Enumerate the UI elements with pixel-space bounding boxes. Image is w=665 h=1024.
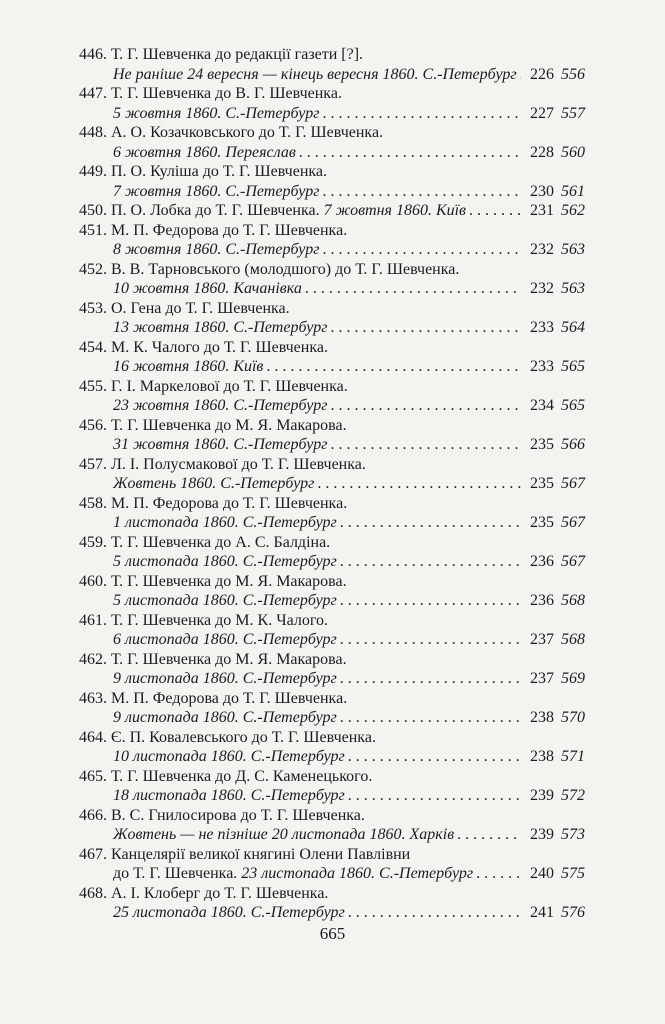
page-number: 236 bbox=[530, 553, 554, 570]
leader-dots bbox=[340, 552, 521, 572]
leader-dots bbox=[330, 318, 521, 338]
toc-entry-446 bbox=[79, 45, 585, 84]
entry-title: 463. М. П. Федорова до Т. Г. Шевченка. bbox=[79, 689, 348, 707]
page-folio-number: 665 bbox=[319, 924, 346, 943]
entry-title: 466. В. С. Гнилосирова до Т. Г. Шевченка. bbox=[79, 806, 365, 824]
leader-dots bbox=[476, 864, 521, 884]
comment-page-number: 571 bbox=[561, 748, 585, 765]
page-number: 231 bbox=[530, 202, 554, 219]
toc-entry-461 bbox=[79, 611, 585, 650]
toc-entry-464 bbox=[79, 728, 585, 767]
page-number: 227 bbox=[530, 104, 554, 122]
leader-dots bbox=[340, 708, 521, 728]
toc-entry-467 bbox=[79, 845, 585, 884]
leader-dots bbox=[322, 182, 521, 202]
comment-page-number: 576 bbox=[561, 904, 585, 921]
page-number: 241 bbox=[530, 904, 554, 921]
table-of-contents bbox=[79, 45, 585, 923]
page-number: 232 bbox=[530, 241, 554, 258]
entry-date: 5 листопада 1860. С.-Петербург bbox=[113, 592, 337, 609]
entry-title: 454. М. К. Чалого до Т. Г. Шевченка. bbox=[79, 338, 328, 356]
entry-date: 5 жовтня 1860. С.-Петербург bbox=[113, 104, 320, 122]
comment-page-number: 567 bbox=[561, 475, 585, 492]
comment-page-number: 567 bbox=[561, 514, 585, 531]
page-number: 239 bbox=[530, 787, 554, 804]
toc-entry-448 bbox=[79, 123, 585, 162]
comment-page-number: 565 bbox=[561, 397, 585, 414]
entry-date: Не раніше 24 вересня — кінець вересня 1860. С.-Петербург bbox=[113, 65, 517, 83]
toc-entry-452 bbox=[79, 260, 585, 299]
entry-title: 465. Т. Г. Шевченка до Д. С. Каменецького. bbox=[79, 767, 373, 785]
leader-dots bbox=[322, 240, 521, 260]
comment-page-number: 562 bbox=[561, 202, 585, 219]
leader-dots bbox=[348, 903, 521, 923]
entry-date: 25 листопада 1860. С.-Петербург bbox=[113, 904, 345, 921]
comment-page-number: 560 bbox=[561, 143, 585, 161]
entry-date: 10 жовтня 1860. Качанівка bbox=[113, 280, 302, 297]
entry-date: Жовтень — не пізніше 20 листопада 1860. Харків bbox=[113, 826, 455, 843]
comment-page-number: 563 bbox=[561, 280, 585, 297]
entry-date: 23 жовтня 1860. С.-Петербург bbox=[113, 397, 328, 414]
entry-title: 457. Л. І. Полусмакової до Т. Г. Шевченка. bbox=[79, 455, 366, 473]
leader-dots bbox=[330, 435, 521, 455]
entry-date: 5 листопада 1860. С.-Петербург bbox=[113, 553, 337, 570]
page-number: 228 bbox=[530, 143, 554, 161]
entry-title: 456. Т. Г. Шевченка до М. Я. Макарова. bbox=[79, 416, 347, 434]
comment-page-number: 568 bbox=[561, 631, 585, 648]
comment-page-number: 556 bbox=[561, 65, 585, 83]
entry-date: 18 листопада 1860. С.-Петербург bbox=[113, 787, 345, 804]
toc-entry-457 bbox=[79, 455, 585, 494]
comment-page-number: 565 bbox=[561, 358, 585, 375]
toc-entry-447 bbox=[79, 84, 585, 123]
toc-entry-451 bbox=[79, 221, 585, 260]
leader-dots bbox=[348, 786, 521, 806]
entry-title: 448. А. О. Козачковського до Т. Г. Шевченка. bbox=[79, 124, 384, 141]
page-number: 237 bbox=[530, 631, 554, 648]
entry-date: 23 листопада 1860. С.-Петербург bbox=[241, 865, 474, 882]
entry-title-continued: до Т. Г. Шевченка. bbox=[113, 865, 238, 882]
leader-dots bbox=[340, 513, 521, 533]
comment-page-number: 572 bbox=[561, 787, 585, 804]
leader-dots bbox=[457, 825, 521, 845]
comment-page-number: 564 bbox=[561, 319, 585, 336]
page-number: 232 bbox=[530, 280, 554, 297]
entry-title: 461. Т. Г. Шевченка до М. К. Чалого. bbox=[79, 611, 328, 629]
leader-dots bbox=[340, 591, 521, 611]
entry-date: 16 жовтня 1860. Київ bbox=[113, 358, 264, 375]
entry-date: 7 жовтня 1860. С.-Петербург bbox=[113, 182, 320, 200]
comment-page-number: 573 bbox=[561, 826, 585, 843]
entry-title: 462. Т. Г. Шевченка до М. Я. Макарова. bbox=[79, 650, 347, 668]
toc-entry-465 bbox=[79, 767, 585, 806]
entry-title: 464. Є. П. Ковалевського до Т. Г. Шевченка. bbox=[79, 728, 376, 746]
page-number: 235 bbox=[530, 475, 554, 492]
page-number: 236 bbox=[530, 592, 554, 609]
leader-dots bbox=[317, 474, 521, 494]
leader-dots bbox=[520, 65, 521, 85]
leader-dots bbox=[330, 396, 521, 416]
entry-title: 449. П. О. Куліша до Т. Г. Шевченка. bbox=[79, 163, 328, 180]
page-number: 234 bbox=[530, 397, 554, 414]
entry-title: 447. Т. Г. Шевченка до В. Г. Шевченка. bbox=[79, 85, 342, 102]
comment-page-number: 566 bbox=[561, 436, 585, 453]
toc-entry-460 bbox=[79, 572, 585, 611]
entry-date: 9 листопада 1860. С.-Петербург bbox=[113, 709, 337, 726]
comment-page-number: 563 bbox=[561, 241, 585, 258]
comment-page-number: 570 bbox=[561, 709, 585, 726]
page-number: 238 bbox=[530, 709, 554, 726]
toc-entry-449 bbox=[79, 162, 585, 201]
page-number: 235 bbox=[530, 436, 554, 453]
entry-title: 451. М. П. Федорова до Т. Г. Шевченка. bbox=[79, 221, 348, 239]
entry-date: 6 жовтня 1860. Переяслав bbox=[113, 143, 296, 161]
entry-date: 31 жовтня 1860. С.-Петербург bbox=[113, 436, 328, 453]
entry-date: 1 листопада 1860. С.-Петербург bbox=[113, 514, 337, 531]
toc-entry-454 bbox=[79, 338, 585, 377]
toc-entry-462 bbox=[79, 650, 585, 689]
entry-date: 10 листопада 1860. С.-Петербург bbox=[113, 748, 345, 765]
comment-page-number: 557 bbox=[561, 104, 585, 122]
leader-dots bbox=[348, 747, 521, 767]
entry-date: 9 листопада 1860. С.-Петербург bbox=[113, 670, 337, 687]
entry-title: 446. Т. Г. Шевченка до редакції газети [?]. bbox=[79, 46, 364, 63]
entry-title: 452. В. В. Тарновського (молодшого) до Т. Г. Шевченка. bbox=[79, 260, 460, 278]
entry-date: 8 жовтня 1860. С.-Петербург bbox=[113, 241, 320, 258]
entry-title: 467. Канцелярії великої княгині Олени Павлівни bbox=[79, 845, 411, 863]
page-number: 237 bbox=[530, 670, 554, 687]
toc-entry-450 bbox=[79, 201, 585, 221]
leader-dots bbox=[305, 279, 521, 299]
entry-title: 458. М. П. Федорова до Т. Г. Шевченка. bbox=[79, 494, 348, 512]
leader-dots bbox=[340, 669, 521, 689]
toc-entry-466 bbox=[79, 806, 585, 845]
entry-title: 453. О. Гена до Т. Г. Шевченка. bbox=[79, 299, 290, 317]
entry-date: 6 листопада 1860. С.-Петербург bbox=[113, 631, 337, 648]
entry-title: 460. Т. Г. Шевченка до М. Я. Макарова. bbox=[79, 572, 347, 590]
comment-page-number: 568 bbox=[561, 592, 585, 609]
entry-title: 455. Г. І. Маркелової до Т. Г. Шевченка. bbox=[79, 377, 348, 395]
page-number: 235 bbox=[530, 514, 554, 531]
leader-dots bbox=[266, 357, 521, 377]
page-number: 239 bbox=[530, 826, 554, 843]
entry-title: 468. А. І. Клоберг до Т. Г. Шевченка. bbox=[79, 884, 329, 902]
leader-dots bbox=[322, 104, 521, 124]
entry-title: 450. П. О. Лобка до Т. Г. Шевченка. bbox=[79, 202, 320, 219]
page-number: 230 bbox=[530, 182, 554, 200]
page-number: 226 bbox=[530, 65, 554, 83]
entry-date: 13 жовтня 1860. С.-Петербург bbox=[113, 319, 328, 336]
toc-entry-468 bbox=[79, 884, 585, 923]
leader-dots bbox=[340, 630, 521, 650]
page-number: 238 bbox=[530, 748, 554, 765]
entry-date: Жовтень 1860. С.-Петербург bbox=[113, 475, 315, 492]
toc-entry-458 bbox=[79, 494, 585, 533]
comment-page-number: 561 bbox=[561, 182, 585, 200]
leader-dots bbox=[469, 201, 521, 221]
entry-date: 7 жовтня 1860. Київ bbox=[323, 202, 466, 219]
toc-entry-453 bbox=[79, 299, 585, 338]
comment-page-number: 575 bbox=[561, 865, 585, 882]
page-number: 233 bbox=[530, 319, 554, 336]
toc-entry-459 bbox=[79, 533, 585, 572]
comment-page-number: 569 bbox=[561, 670, 585, 687]
toc-entry-456 bbox=[79, 416, 585, 455]
toc-entry-455 bbox=[79, 377, 585, 416]
toc-entry-463 bbox=[79, 689, 585, 728]
page-number: 240 bbox=[530, 865, 554, 882]
comment-page-number: 567 bbox=[561, 553, 585, 570]
entry-title: 459. Т. Г. Шевченка до А. С. Балдіна. bbox=[79, 533, 331, 551]
leader-dots bbox=[299, 143, 521, 163]
page-number: 233 bbox=[530, 358, 554, 375]
